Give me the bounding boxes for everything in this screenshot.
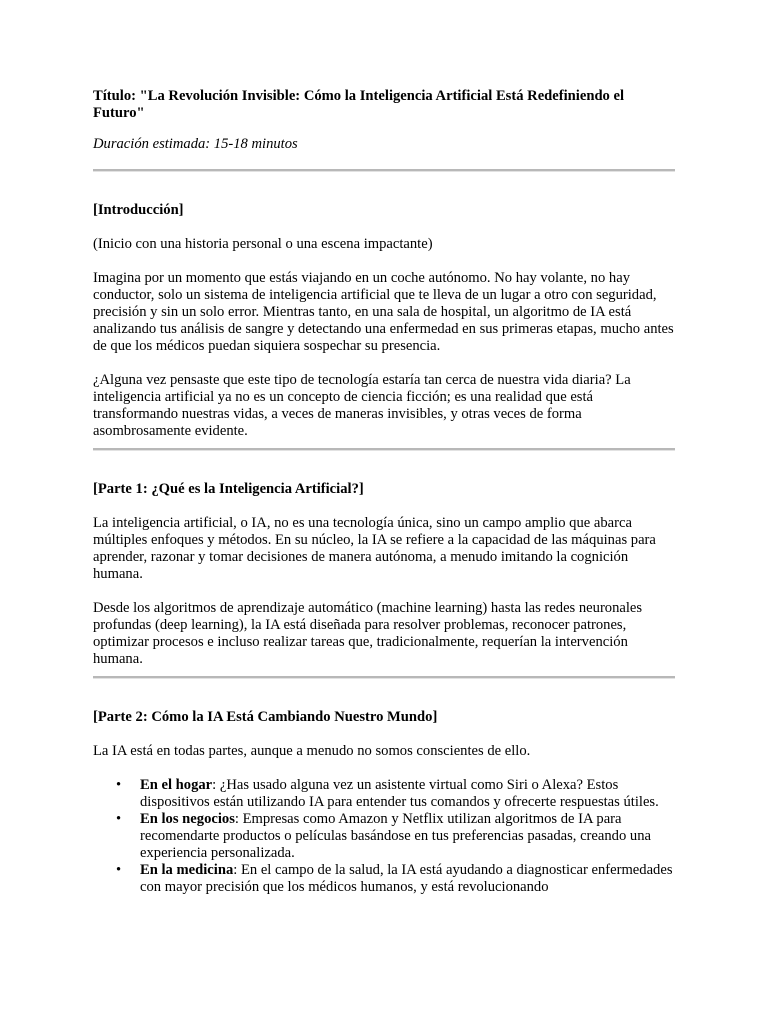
intro-paragraph: Imagina por un momento que estás viajando en un coche autónomo. No hay volante, no hay conductor, solo un sistema de inteligencia artificial que te lleva de un lugar a otro con seguridad, precisión y sin un solo error. Mientras tanto, en una sala de hospital, un algoritmo de IA está analizando tus análisis de sangre y detectando una enfermedad en sus primeras etapas, mucho antes de que los médicos puedan siquiera sospechar su presencia. (93, 270, 674, 354)
bullet-text: : En el campo de la salud, la IA está ayudando a diagnosticar enfermedades con mayor precisión que los médicos humanos, y está revolucionando (140, 862, 673, 895)
part1-paragraph: La inteligencia artificial, o IA, no es una tecnología única, sino un campo amplio que abarca múltiples enfoques y métodos. En su núcleo, la IA se refiere a la capacidad de las máquinas para aprender, razonar y tomar decisiones de manera autónoma, a menudo imitando la cognición humana. (93, 515, 656, 582)
part2-paragraph: La IA está en todas partes, aunque a menudo no somos conscientes de ello. (93, 743, 531, 759)
list-item (93, 777, 675, 811)
section-heading-part2: [Parte 2: Cómo la IA Está Cambiando Nuestro Mundo] (93, 709, 438, 725)
estimated-duration: Duración estimada: 15-18 minutos (93, 136, 298, 152)
intro-section (93, 202, 675, 440)
section-divider (93, 676, 675, 679)
section-divider (93, 448, 675, 451)
intro-stage-note: (Inicio con una historia personal o una escena impactante) (93, 236, 433, 252)
bullet-term: En la medicina (140, 862, 234, 878)
part2-section (93, 709, 675, 896)
bullet-icon: • (116, 811, 122, 827)
bullet-text: : ¿Has usado alguna vez un asistente virtual como Siri o Alexa? Estos dispositivos están utilizando IA para entender tus comandos y ofrecerte respuestas útiles. (140, 777, 659, 810)
list-item (93, 811, 675, 862)
section-divider (93, 169, 675, 172)
bullet-icon: • (116, 862, 122, 878)
list-item (93, 862, 675, 896)
section-heading-part1: [Parte 1: ¿Qué es la Inteligencia Artificial?] (93, 481, 364, 497)
bullet-icon: • (116, 777, 122, 793)
bullet-term: En los negocios (140, 811, 235, 827)
section-heading-intro: [Introducción] (93, 202, 184, 218)
intro-paragraph: ¿Alguna vez pensaste que este tipo de tecnología estaría tan cerca de nuestra vida diaria? La inteligencia artificial ya no es un concepto de ciencia ficción; es una realidad que está transformando nuestras vidas, a veces de maneras invisibles, y otras veces de forma asombrosamente evidente. (93, 372, 631, 439)
part1-section (93, 481, 675, 668)
document-page (93, 88, 675, 896)
bullet-term: En el hogar (140, 777, 213, 793)
document-title: Título: "La Revolución Invisible: Cómo la Inteligencia Artificial Está Redefiniendo el Futuro" (93, 88, 625, 121)
part1-paragraph: Desde los algoritmos de aprendizaje automático (machine learning) hasta las redes neuronales profundas (deep learning), la IA está diseñada para resolver problemas, reconocer patrones, optimizar procesos e incluso realizar tareas que, tradicionalmente, requerían la intervención humana. (93, 600, 643, 667)
bullet-text: : Empresas como Amazon y Netflix utilizan algoritmos de IA para recomendarte productos o películas basándose en tus preferencias pasadas, creando una experiencia personalizada. (140, 811, 651, 861)
bullet-list (93, 777, 675, 896)
